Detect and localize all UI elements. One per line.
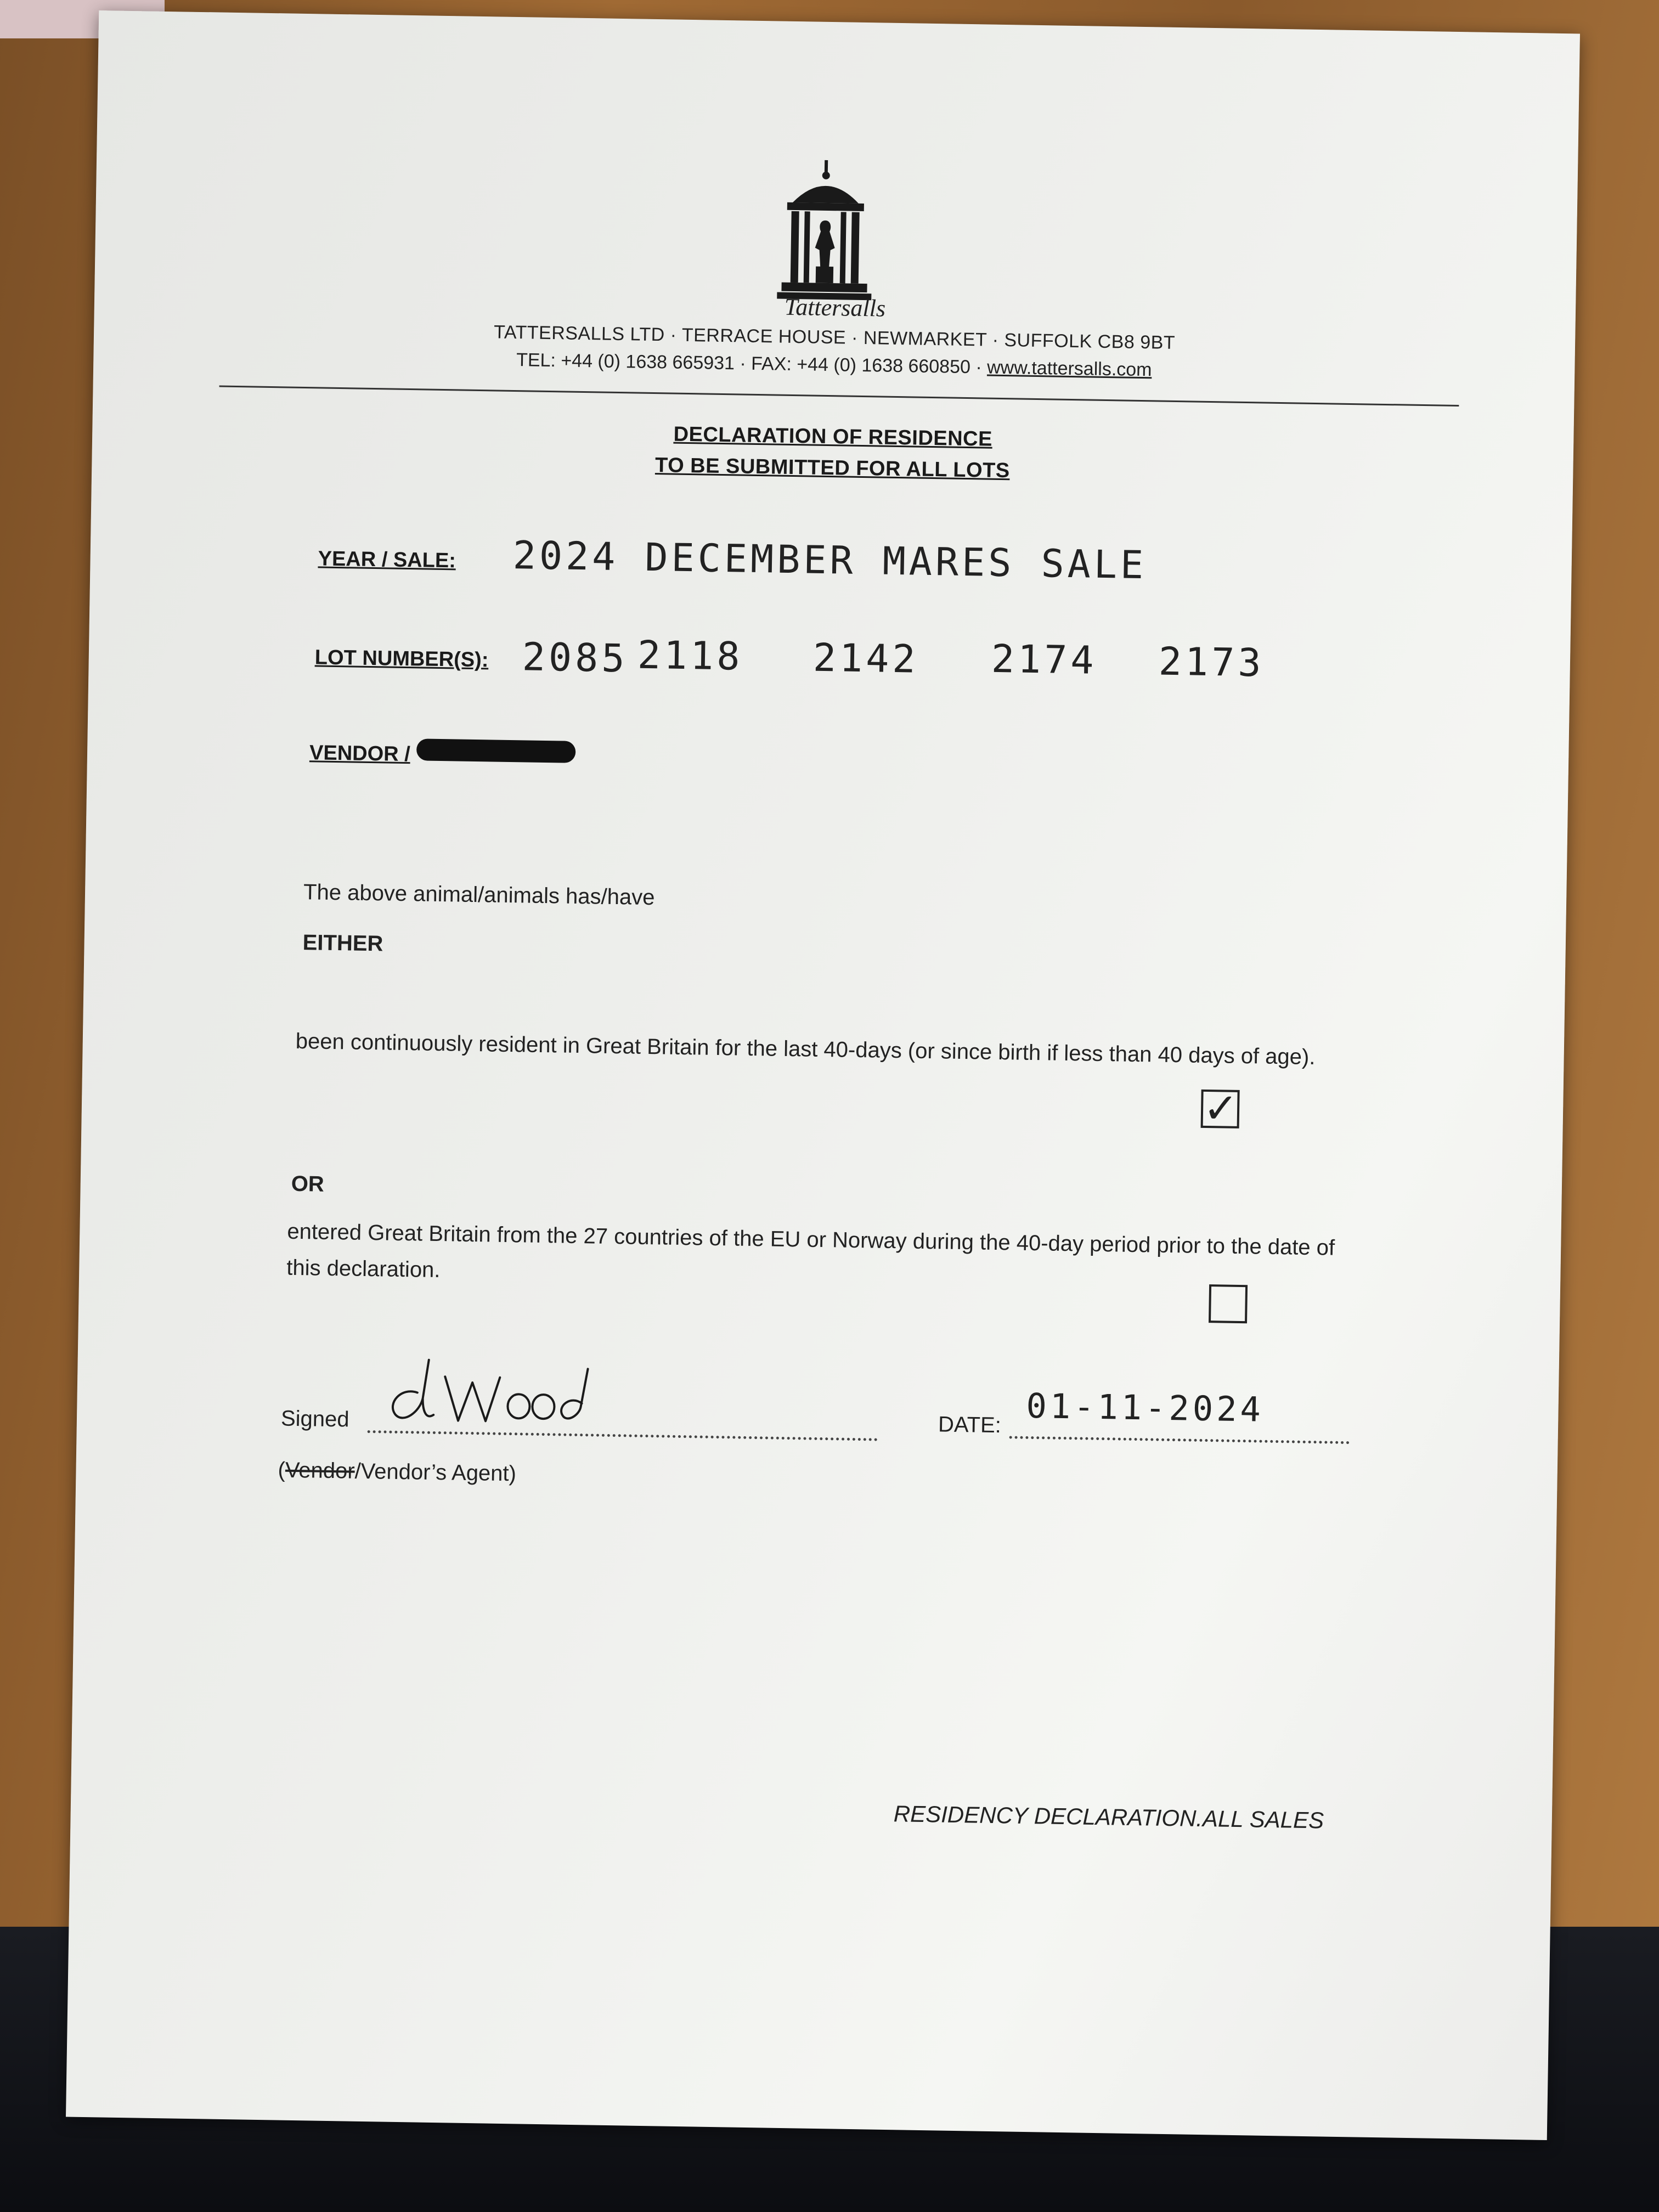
- date-label: DATE:: [938, 1412, 1002, 1438]
- company-address: TATTERSALLS LTD · TERRACE HOUSE · NEWMARKET · SUFFOLK CB8 9BT: [493, 321, 1176, 353]
- check-mark-icon: ✓: [1203, 1083, 1239, 1133]
- signature-line: [368, 1430, 878, 1441]
- declaration-form: [66, 10, 1580, 2140]
- company-name: Tattersalls: [784, 293, 886, 322]
- rotunda-statue-logo: [769, 158, 881, 308]
- lot-number: 2142: [812, 635, 919, 682]
- role-vendor-agent: /Vendor’s Agent): [354, 1459, 517, 1486]
- role-vendor-struck: Vendor: [285, 1458, 356, 1483]
- statement-intro: The above animal/animals has/have: [303, 880, 655, 910]
- option-entered-checkbox[interactable]: [1209, 1284, 1248, 1323]
- form-subtitle: TO BE SUBMITTED FOR ALL LOTS: [654, 454, 1010, 483]
- lot-numbers-label: LOT NUMBER(S):: [314, 646, 489, 672]
- footer-form-code: RESIDENCY DECLARATION.ALL SALES: [893, 1801, 1324, 1833]
- website-link[interactable]: www.tattersalls.com: [986, 357, 1152, 381]
- handwritten-signature: [384, 1354, 594, 1434]
- option-entered-text: entered Great Britain from the 27 countries of the EU or Norway during the 40-day period prior to the date of this declaration.: [286, 1219, 1335, 1283]
- form-title: DECLARATION OF RESIDENCE: [673, 422, 993, 451]
- contact-numbers: TEL: +44 (0) 1638 665931 · FAX: +44 (0) 1638 660850 ·: [516, 349, 988, 378]
- role-open-paren: (: [278, 1458, 286, 1482]
- redacted-vendor-name: [416, 738, 576, 763]
- lot-number: 2085: [522, 634, 629, 681]
- option-resident-text: been continuously resident in Great Britain for the last 40-days (or since birth if less than 40 days of age).: [295, 1029, 1316, 1070]
- header-divider: [219, 386, 1459, 407]
- year-sale-value: 2024 DECEMBER MARES SALE: [512, 533, 1147, 588]
- lot-number: 2118: [637, 632, 744, 679]
- or-heading: OR: [291, 1171, 325, 1197]
- lot-number: 2174: [991, 636, 1098, 683]
- vendor-label: VENDOR /: [309, 741, 411, 766]
- option-resident-checkbox[interactable]: [1201, 1083, 1240, 1133]
- year-sale-label: YEAR / SALE:: [318, 547, 456, 573]
- signed-label: Signed: [280, 1406, 349, 1432]
- signer-role: [278, 1452, 516, 1492]
- date-value: 01-11-2024: [1026, 1385, 1265, 1430]
- either-heading: EITHER: [302, 930, 383, 956]
- date-line: [1009, 1436, 1350, 1444]
- lot-number: 2173: [1158, 639, 1265, 686]
